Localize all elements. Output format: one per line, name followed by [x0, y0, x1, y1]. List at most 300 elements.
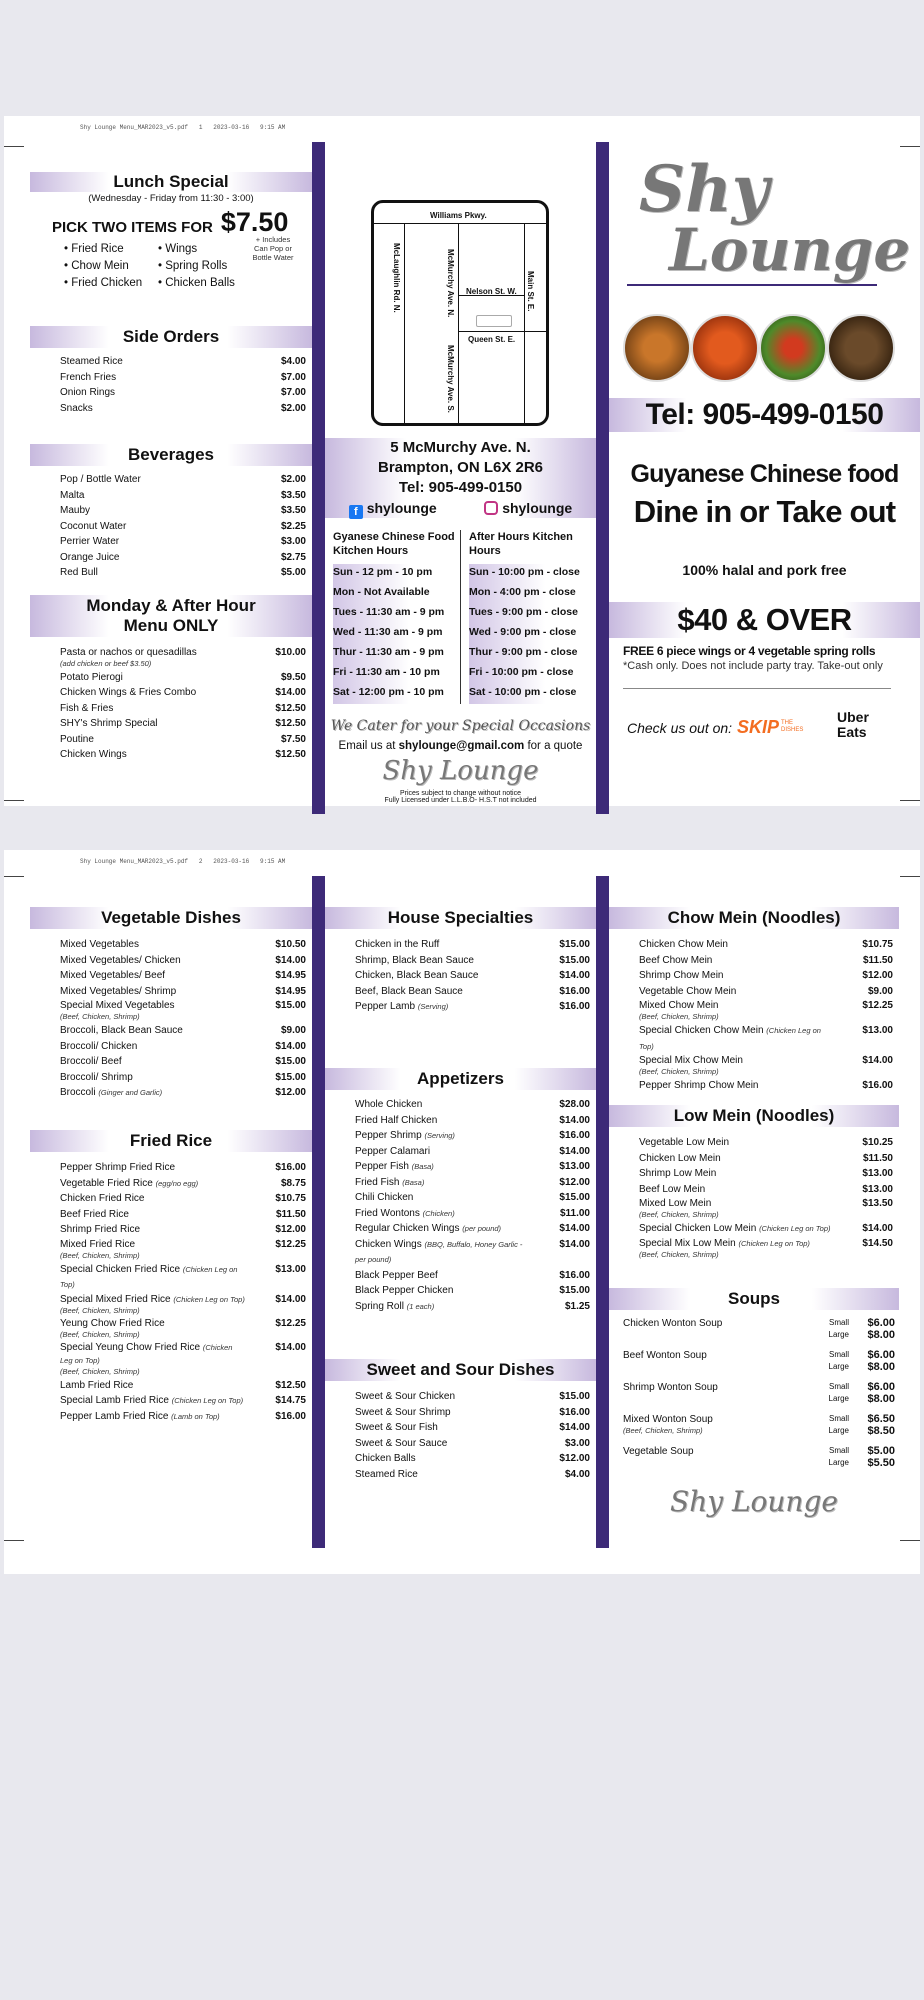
uber-eats-logo[interactable]: Uber Eats — [837, 709, 869, 740]
menu-item-name — [60, 716, 246, 732]
menu-item-label: Fried Wontons — [355, 1207, 420, 1219]
menu-item-label: Mixed Vegetables — [60, 939, 139, 950]
menu-item-note: (Beef, Chicken, Shrimp) — [60, 1366, 140, 1376]
soup-price-small: $5.00 — [867, 1445, 895, 1457]
menu-item-name — [60, 519, 246, 535]
menu-item-label: Mixed Vegetables/ Beef — [60, 970, 166, 981]
menu-item-price: $15.00 — [275, 1071, 306, 1083]
menu-item — [609, 1078, 899, 1094]
soup-price-small: $6.00 — [867, 1349, 895, 1361]
menu-item-label: Mixed Vegetables/ Chicken — [60, 954, 181, 966]
menu-item-price: $3.50 — [280, 489, 306, 501]
menu-item-name — [60, 646, 246, 668]
menu-item-name — [60, 1317, 246, 1339]
menu-item — [325, 968, 596, 984]
menu-item-name — [60, 401, 246, 417]
hours-row: Wed - 11:30 am - 9 pm — [333, 624, 460, 644]
menu-item-price: $15.00 — [559, 954, 590, 966]
menu-item-inline-note: (BBQ, Buffalo, Honey Garlic - per pound) — [355, 1239, 523, 1264]
menu-item-label: Sweet & Sour Shrimp — [355, 1406, 451, 1418]
soup-sizes — [825, 1381, 855, 1405]
menu-page-2 — [4, 850, 920, 1574]
soup-price-large: $8.50 — [867, 1425, 895, 1437]
menu-item-label: Special Mix Chow Mein — [639, 1055, 743, 1066]
lunch-item: • Fried Rice — [64, 243, 124, 255]
menu-item-name — [639, 1078, 833, 1094]
hours-row: Sun - 12 pm - 10 pm — [333, 564, 460, 584]
dish-photo-lamb — [827, 314, 895, 382]
facebook-icon: f — [349, 505, 363, 519]
sweet-sour-list — [325, 1389, 596, 1482]
menu-item — [30, 370, 312, 386]
menu-item-label: Orange Juice — [60, 551, 120, 563]
menu-item-label: Red Bull — [60, 567, 98, 578]
dish-photo-vegetables — [759, 314, 827, 382]
menu-item-price: $9.00 — [867, 985, 893, 997]
menu-item-name — [60, 1222, 246, 1238]
promo-title: $40 & OVER — [609, 602, 920, 638]
menu-item — [30, 354, 312, 370]
menu-item — [325, 953, 596, 969]
hours-row: Tues - 11:30 am - 9 pm — [333, 604, 460, 624]
menu-item-price: $14.50 — [862, 1237, 893, 1249]
logo-line1: Shy — [639, 152, 769, 227]
menu-item-label: Mauby — [60, 505, 91, 516]
dish-photo-chicken — [623, 314, 691, 382]
menu-item-price: $14.00 — [275, 1341, 306, 1353]
menu-item — [30, 385, 312, 401]
menu-item-label: Sweet & Sour Fish — [355, 1422, 438, 1433]
soup-price-large: $8.00 — [867, 1361, 895, 1373]
menu-item-label: Chicken Fried Rice — [60, 1193, 145, 1204]
menu-item-price: $13.00 — [559, 1161, 590, 1172]
menu-item-price: $14.75 — [275, 1395, 306, 1406]
menu-item-name — [355, 1159, 530, 1175]
menu-item-label: Vegetable Low Mein — [639, 1137, 730, 1148]
menu-item — [325, 1299, 596, 1315]
menu-item-label: Shrimp, Black Bean Sauce — [355, 954, 474, 966]
menu-item-name — [639, 953, 833, 969]
menu-item-name — [639, 1151, 833, 1167]
menu-item-label: Poutine — [60, 733, 94, 745]
menu-item-name — [355, 1190, 530, 1206]
right-column — [609, 142, 920, 814]
size-large-label: Large — [828, 1330, 849, 1339]
menu-item-label: Pepper Calamari — [355, 1145, 431, 1157]
menu-item-name — [60, 984, 246, 1000]
menu-item-name — [60, 534, 246, 550]
soups-list — [609, 1317, 899, 1477]
menu-item-name — [639, 1054, 833, 1076]
soup-note: (Beef, Chicken, Shrimp) — [623, 1426, 703, 1435]
hours-row: Fri - 11:30 am - 10 pm — [333, 664, 460, 684]
menu-item — [325, 1268, 596, 1284]
menu-item-name — [355, 984, 530, 1000]
menu-item — [30, 968, 312, 984]
menu-item — [30, 747, 312, 763]
menu-item-name — [60, 937, 246, 953]
menu-item-price: $10.75 — [275, 1193, 306, 1204]
menu-item-price: $13.00 — [275, 1263, 306, 1275]
facebook-handle[interactable]: f shylounge — [349, 498, 437, 518]
menu-item-inline-note: (Basa) — [402, 1177, 425, 1187]
menu-item — [609, 953, 899, 969]
menu-item — [30, 732, 312, 748]
menu-item — [609, 1237, 899, 1259]
menu-item — [30, 550, 312, 566]
lunch-special-title: Lunch Special — [30, 172, 312, 192]
soup-sizes — [825, 1349, 855, 1373]
menu-item — [30, 1085, 312, 1101]
menu-item-price: $12.00 — [559, 1453, 590, 1464]
menu-item-name — [355, 1175, 530, 1191]
menu-item-label: Chicken Balls — [355, 1453, 416, 1464]
menu-item-label: Mixed Chow Mein — [639, 1000, 719, 1011]
menu-item-inline-note: (Chicken Leg on Top) — [639, 1026, 821, 1051]
menu-item-name — [60, 747, 246, 763]
menu-item-label: Broccoli/ Shrimp — [60, 1071, 133, 1083]
menu-item-label: Yeung Chow Fried Rice — [60, 1317, 165, 1329]
menu-item-name — [639, 984, 833, 1000]
menu-item-label: Special Chicken Chow Mein — [639, 1025, 764, 1036]
menu-item — [30, 472, 312, 488]
menu-item-label: Pepper Shrimp Chow Mein — [639, 1080, 759, 1091]
menu-item — [325, 1389, 596, 1405]
menu-item — [30, 1393, 312, 1409]
hours-row: Mon - Not Available — [333, 584, 460, 604]
menu-item-name — [639, 1166, 833, 1182]
soup-sizes — [825, 1445, 855, 1469]
menu-item-name — [60, 1160, 246, 1176]
menu-item-name — [355, 953, 530, 969]
menu-item-price: $15.00 — [559, 1391, 590, 1402]
menu-item-label: French Fries — [60, 371, 117, 383]
menu-item-price: $13.50 — [862, 1198, 893, 1209]
lunch-item: • Chicken Balls — [158, 277, 235, 289]
menu-item — [325, 1175, 596, 1191]
side-orders-list — [30, 354, 312, 416]
menu-item-label: Shrimp Chow Mein — [639, 970, 724, 981]
menu-item-price: $2.25 — [280, 520, 306, 532]
skip-the-dishes-logo[interactable]: SKIP THE DISHES — [737, 716, 804, 737]
menu-item-price: $14.00 — [862, 1223, 893, 1234]
after-hour-list — [30, 646, 312, 763]
menu-item-inline-note: (Ginger and Garlic) — [98, 1088, 163, 1097]
middle-column — [325, 907, 596, 1527]
lunch-item: • Fried Chicken — [64, 277, 143, 289]
menu-item — [30, 1317, 312, 1339]
menu-item-inline-note: (Chicken Leg on Top) — [60, 1342, 233, 1365]
soup-name — [623, 1413, 825, 1437]
dish-photo-sweet-sour — [691, 314, 759, 382]
menu-item — [325, 937, 596, 953]
menu-item-label: Special Mixed Fried Rice — [60, 1293, 171, 1305]
menu-item-note: (Beef, Chicken, Shrimp) — [60, 1305, 140, 1315]
menu-item-inline-note: (1 each) — [406, 1301, 435, 1311]
menu-item — [30, 401, 312, 417]
menu-item-label: SHY's Shrimp Special — [60, 718, 158, 729]
menu-item-name — [60, 1023, 246, 1039]
menu-item — [609, 1023, 899, 1054]
menu-item-name — [60, 488, 246, 504]
menu-item-price: $11.50 — [275, 1208, 306, 1220]
menu-page-1 — [4, 116, 920, 806]
menu-item-price: $10.75 — [862, 939, 893, 950]
hours-row: Thur - 9:00 pm - close — [469, 644, 596, 664]
appetizers-title: Appetizers — [325, 1068, 596, 1090]
menu-item-name — [60, 732, 246, 748]
menu-item-price: $11.50 — [862, 1152, 893, 1164]
soup-label: Shrimp Wonton Soup — [623, 1382, 718, 1393]
menu-item-name — [355, 1451, 530, 1467]
divider-bar-right — [596, 876, 609, 1548]
menu-item — [609, 937, 899, 953]
divider-bar-right — [596, 142, 609, 814]
menu-item-name — [60, 472, 246, 488]
middle-column — [325, 142, 596, 814]
side-orders-title: Side Orders — [30, 326, 312, 348]
menu-item — [30, 999, 312, 1021]
menu-item-note: (Beef, Chicken, Shrimp) — [60, 1250, 140, 1260]
menu-item-label: Malta — [60, 489, 85, 501]
kitchen-hours-title: Gyanese Chinese Food Kitchen Hours — [333, 531, 455, 557]
menu-item — [30, 1262, 312, 1293]
menu-item — [609, 984, 899, 1000]
fried-rice-list — [30, 1160, 312, 1424]
menu-item-inline-note: (Serving) — [424, 1131, 455, 1140]
left-column — [30, 907, 312, 1422]
menu-item-price: $11.00 — [559, 1207, 590, 1219]
menu-item-label: Fried Half Chicken — [355, 1114, 438, 1126]
location-marker-icon — [476, 315, 512, 327]
menu-item-label: Chicken in the Ruff — [355, 939, 440, 950]
menu-item-label: Perrier Water — [60, 536, 120, 547]
soup-sizes — [825, 1413, 855, 1437]
hours-row: Sat - 10:00 pm - close — [469, 684, 596, 704]
menu-item-inline-note: (per pound) — [462, 1224, 502, 1233]
menu-item-name — [60, 1070, 246, 1086]
soup-label: Vegetable Soup — [623, 1446, 694, 1457]
soup-prices — [855, 1413, 895, 1437]
menu-item-price: $12.50 — [275, 718, 306, 729]
menu-item-label: Pepper Fish — [355, 1161, 409, 1172]
menu-item — [609, 968, 899, 984]
menu-item-inline-note: (Basa) — [411, 1162, 434, 1171]
menu-item-label: Potato Pierogi — [60, 671, 123, 683]
soup-prices — [855, 1349, 895, 1373]
menu-item-name — [60, 385, 246, 401]
menu-item — [325, 1451, 596, 1467]
menu-item-label: Pepper Lamb — [355, 1001, 416, 1012]
menu-item-price: $12.00 — [275, 1087, 306, 1098]
menu-item-price: $3.00 — [564, 1437, 590, 1449]
menu-item-note: (Beef, Chicken, Shrimp) — [639, 1067, 719, 1076]
menu-item — [325, 1097, 596, 1113]
menu-item-name — [60, 550, 246, 566]
menu-item-label: Steamed Rice — [60, 356, 123, 367]
menu-item-label: Regular Chicken Wings — [355, 1223, 460, 1234]
menu-item — [30, 701, 312, 717]
map-street-mid-n: McMurchy Ave. N. — [446, 249, 455, 318]
menu-item-price: $14.00 — [275, 954, 306, 966]
low-mein-list — [609, 1135, 899, 1261]
menu-item-price: $4.00 — [564, 1468, 590, 1480]
menu-item-name — [355, 1436, 530, 1452]
halal-note: 100% halal and pork free — [682, 562, 847, 578]
menu-item-label: Shrimp Low Mein — [639, 1168, 717, 1179]
menu-item-price: $10.50 — [275, 939, 306, 950]
menu-item-name — [355, 1221, 530, 1237]
menu-item-name — [60, 1191, 246, 1207]
menu-item-name — [60, 1393, 246, 1409]
menu-item-price: $12.00 — [862, 970, 893, 981]
menu-item — [325, 1405, 596, 1421]
menu-item-label: Sweet & Sour Chicken — [355, 1391, 456, 1402]
menu-item-label: Special Chicken Low Mein — [639, 1223, 757, 1234]
menu-item-label: Pop / Bottle Water — [60, 474, 141, 485]
email-line: Email us at shylounge@gmail.com for a quote — [338, 740, 583, 752]
menu-item-label: Pepper Shrimp — [355, 1130, 422, 1141]
menu-item-price: $12.25 — [862, 1000, 893, 1011]
menu-item-note: (Beef, Chicken, Shrimp) — [60, 1012, 140, 1021]
menu-item-name — [355, 1268, 530, 1284]
menu-item-name — [60, 685, 246, 701]
soup-price-small: $6.50 — [867, 1413, 895, 1425]
menu-item-name — [639, 1237, 833, 1259]
menu-item-price: $14.00 — [559, 1238, 590, 1250]
menu-item-price: $12.50 — [275, 749, 306, 760]
menu-item — [30, 1054, 312, 1070]
menu-item-price: $14.00 — [275, 1293, 306, 1305]
menu-item-name — [639, 937, 833, 953]
menu-item-price: $2.00 — [280, 474, 306, 485]
menu-item-price: $14.95 — [275, 970, 306, 981]
menu-item — [325, 1190, 596, 1206]
menu-item-price: $9.50 — [280, 671, 306, 683]
hours-row: Sun - 10:00 pm - close — [469, 564, 596, 584]
soups-title: Soups — [609, 1288, 899, 1310]
lunch-price: $7.50 — [220, 207, 289, 237]
hours-table — [325, 530, 596, 704]
menu-item — [325, 984, 596, 1000]
lunch-item: • Spring Rolls — [158, 260, 228, 272]
soup-name — [623, 1349, 825, 1373]
menu-item-label: Mixed Fried Rice — [60, 1238, 136, 1250]
menu-item-label: Whole Chicken — [355, 1099, 423, 1110]
menu-item-inline-note: (Chicken) — [422, 1208, 455, 1218]
menu-item-label: Steamed Rice — [355, 1468, 418, 1480]
menu-item-label: Special Yeung Chow Fried Rice — [60, 1341, 201, 1353]
menu-item-label: Sweet & Sour Sauce — [355, 1437, 448, 1449]
instagram-handle[interactable]: shylounge — [484, 498, 572, 518]
menu-item-label: Mixed Low Mein — [639, 1198, 712, 1209]
menu-item — [30, 716, 312, 732]
menu-item-name — [355, 999, 530, 1015]
menu-item — [30, 1176, 312, 1192]
menu-item — [325, 1237, 596, 1268]
menu-item-label: Spring Roll — [355, 1300, 404, 1312]
menu-item-label: Black Pepper Beef — [355, 1269, 438, 1281]
menu-item — [609, 1182, 899, 1198]
main-phone: Tel: 905-499-0150 — [609, 398, 920, 432]
size-large-label: Large — [828, 1426, 849, 1435]
soup-item — [609, 1349, 899, 1373]
menu-item-price: $16.00 — [275, 1410, 306, 1422]
soup-price-large: $5.50 — [867, 1457, 895, 1469]
menu-item-price: $16.00 — [559, 1269, 590, 1281]
menu-item-name — [639, 968, 833, 984]
fried-rice-title: Fried Rice — [30, 1130, 312, 1152]
menu-item-label: Chicken Chow Mein — [639, 939, 728, 950]
menu-item-label: Chicken Wings — [355, 1238, 422, 1250]
left-column — [30, 172, 312, 763]
menu-item-name — [639, 1182, 833, 1198]
menu-item-name — [60, 1378, 246, 1394]
menu-item-name — [60, 701, 246, 717]
menu-item — [30, 1293, 312, 1315]
menu-item-label: Broccoli — [60, 1087, 96, 1098]
menu-item — [30, 685, 312, 701]
promo-cash-note: *Cash only. Does not include party tray. Take-out only — [623, 660, 883, 672]
menu-item-price: $16.00 — [862, 1080, 893, 1091]
menu-item — [30, 1409, 312, 1425]
menu-item-label: Chicken Low Mein — [639, 1152, 721, 1164]
appetizers-list — [325, 1097, 596, 1314]
menu-item — [30, 1039, 312, 1055]
menu-item — [609, 999, 899, 1021]
soup-price-large: $8.00 — [867, 1393, 895, 1405]
menu-item — [30, 1341, 312, 1376]
menu-item — [325, 1206, 596, 1222]
menu-item — [30, 984, 312, 1000]
menu-item-price: $14.00 — [275, 1040, 306, 1052]
menu-item — [30, 1191, 312, 1207]
hours-row: Tues - 9:00 pm - close — [469, 604, 596, 624]
menu-item — [325, 1467, 596, 1483]
house-specialties-title: House Specialties — [325, 907, 596, 929]
pdf-header: Shy Lounge Menu_MAR2023_v5.pdf 2 2023-03-16 9:15 AM — [80, 858, 286, 865]
menu-item — [325, 1113, 596, 1129]
menu-item-inline-note: (Lamb on Top) — [171, 1411, 220, 1421]
menu-item-label: Chicken Wings — [60, 749, 127, 760]
menu-item-price: $2.75 — [280, 551, 306, 563]
lunch-includes-note: + Includes Can Pop or Bottle Water — [252, 235, 294, 262]
logo-small: Shy Lounge — [382, 756, 539, 786]
soup-prices — [855, 1445, 895, 1469]
soup-label: Chicken Wonton Soup — [623, 1318, 723, 1329]
menu-item-price: $7.00 — [280, 387, 306, 398]
address-phone: Tel: 905-499-0150 — [325, 478, 596, 498]
menu-item-label: Pepper Lamb Fried Rice — [60, 1410, 169, 1422]
menu-item-inline-note: (Chicken Leg on Top) — [759, 1224, 831, 1233]
menu-item — [30, 937, 312, 953]
check-us-out: Check us out on: — [627, 720, 733, 736]
menu-item-label: Broccoli, Black Bean Sauce — [60, 1025, 183, 1036]
menu-item — [30, 1023, 312, 1039]
menu-item — [30, 534, 312, 550]
menu-item-name — [639, 999, 833, 1021]
menu-item — [30, 1378, 312, 1394]
email-link[interactable]: shylounge@gmail.com — [398, 740, 525, 752]
menu-item-name — [355, 1389, 530, 1405]
logo-line2: Lounge — [669, 216, 911, 284]
menu-item-name — [355, 968, 530, 984]
menu-item — [30, 953, 312, 969]
menu-item-name — [355, 937, 530, 953]
logo-small: Shy Lounge — [670, 1485, 838, 1518]
size-large-label: Large — [828, 1458, 849, 1467]
menu-item-price: $10.25 — [862, 1137, 893, 1148]
